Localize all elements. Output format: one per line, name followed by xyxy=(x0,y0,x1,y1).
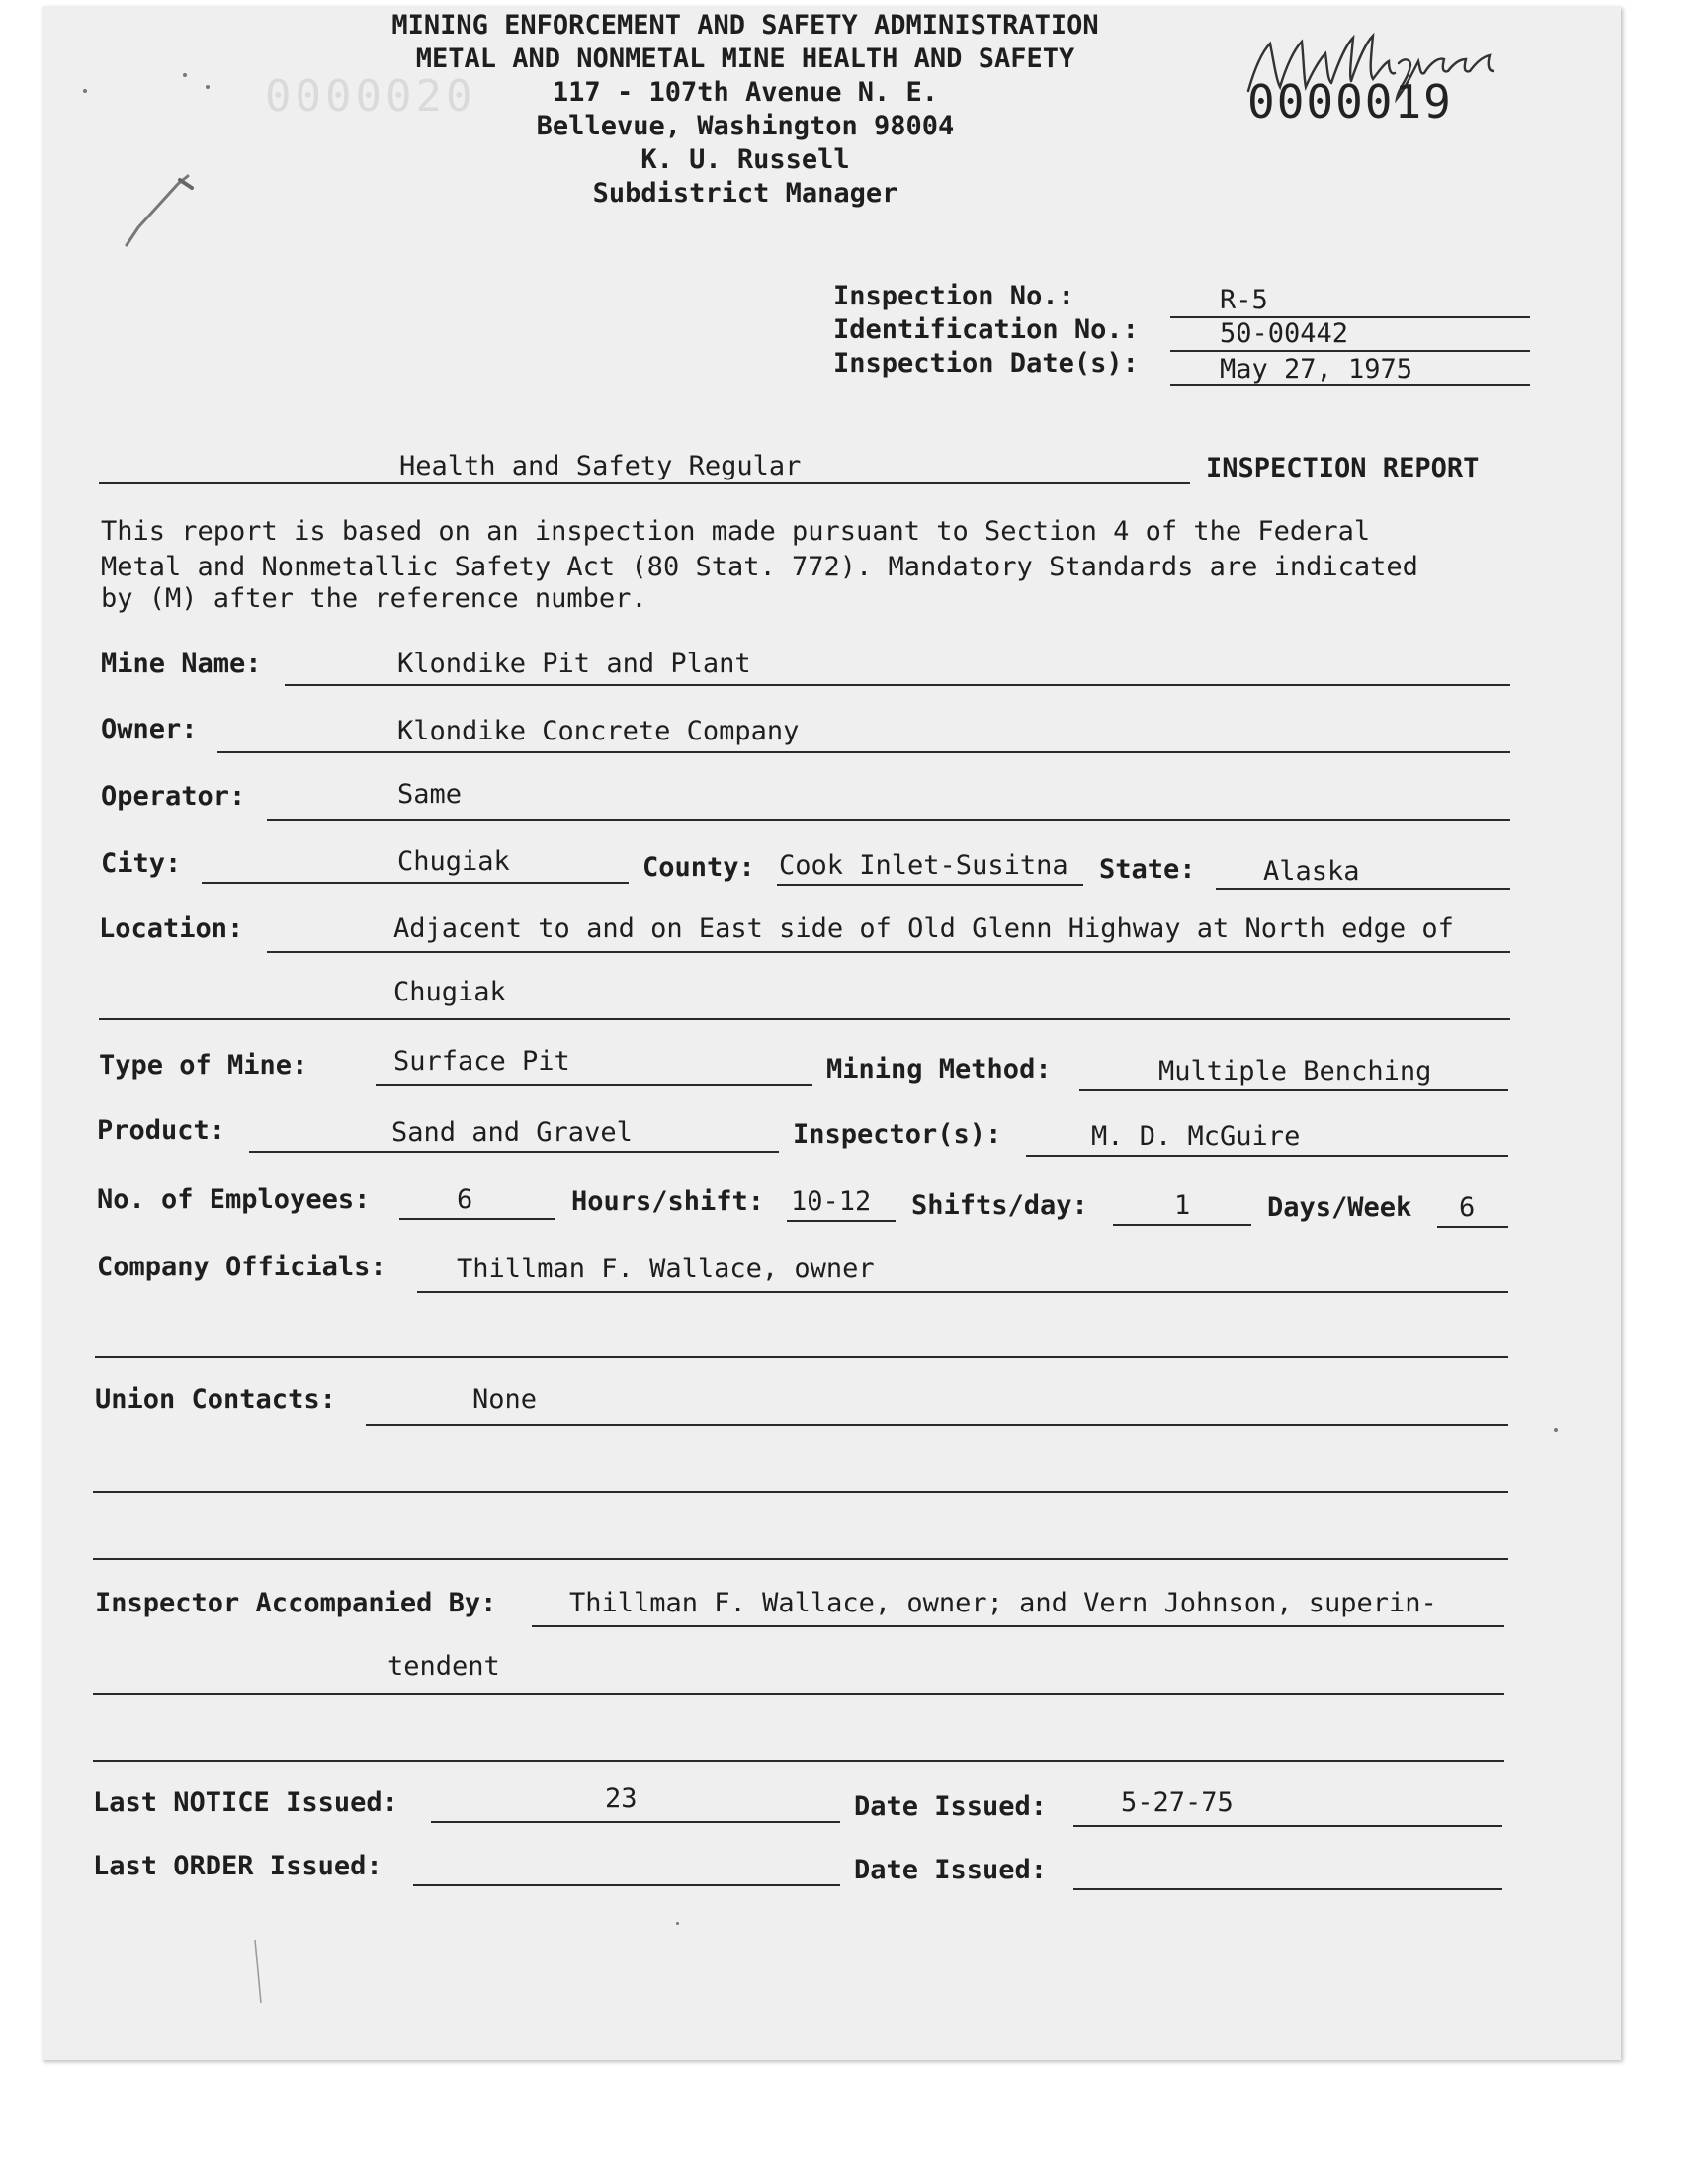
intro-line-3: by (M) after the reference number. xyxy=(101,583,647,614)
ghost-page-number: 0000020 xyxy=(265,71,476,122)
employees-label: No. of Employees: xyxy=(97,1184,371,1215)
header-manager-name: K. U. Russell xyxy=(640,144,850,175)
report-title: INSPECTION REPORT xyxy=(1206,453,1480,483)
inspectors-line xyxy=(1026,1155,1508,1157)
accompanied-by-value-line-1: Thillman F. Wallace, owner; and Vern Johnson, superin- xyxy=(569,1588,1437,1618)
identification-no-label: Identification No.: xyxy=(833,314,1139,345)
header-agency: MINING ENFORCEMENT AND SAFETY ADMINISTRATION xyxy=(391,10,1099,41)
union-contacts-line-1 xyxy=(366,1424,1508,1426)
owner-line xyxy=(217,751,1510,753)
inspection-no-label: Inspection No.: xyxy=(833,281,1074,311)
inspection-dates-line xyxy=(1170,384,1530,386)
intro-line-2: Metal and Nonmetallic Safety Act (80 Stat. 772). Mandatory Standards are indicated xyxy=(101,552,1418,582)
order-date-label: Date Issued: xyxy=(854,1855,1048,1885)
last-notice-line xyxy=(431,1821,840,1823)
header-city: Bellevue, Washington 98004 xyxy=(536,111,955,141)
operator-label: Operator: xyxy=(101,781,246,812)
inspection-no-value: R-5 xyxy=(1220,285,1268,315)
mine-name-label: Mine Name: xyxy=(101,649,262,679)
scan-speck xyxy=(1554,1428,1558,1432)
notice-date-line xyxy=(1073,1825,1502,1827)
accompanied-by-line-3 xyxy=(93,1760,1504,1762)
county-line xyxy=(777,884,1083,886)
union-contacts-value: None xyxy=(472,1384,538,1415)
company-officials-value: Thillman F. Wallace, owner xyxy=(457,1254,875,1284)
last-order-label: Last ORDER Issued: xyxy=(93,1851,383,1881)
days-week-label: Days/Week xyxy=(1267,1192,1412,1223)
accompanied-by-line-1 xyxy=(532,1625,1504,1627)
order-date-line xyxy=(1073,1888,1502,1890)
accompanied-by-value-line-2: tendent xyxy=(387,1651,500,1682)
union-contacts-line-2 xyxy=(93,1491,1508,1493)
accompanied-by-line-2 xyxy=(93,1693,1504,1695)
days-week-line xyxy=(1437,1226,1508,1228)
inspectors-value: M. D. McGuire xyxy=(1091,1121,1301,1152)
notice-date-label: Date Issued: xyxy=(854,1791,1048,1822)
last-notice-label: Last NOTICE Issued: xyxy=(93,1787,398,1818)
scan-hairline xyxy=(253,1938,265,2007)
county-value: Cook Inlet-Susitna xyxy=(779,850,1068,881)
last-notice-value: 23 xyxy=(605,1784,638,1814)
location-value-line-2: Chugiak xyxy=(393,977,506,1007)
company-officials-line-1 xyxy=(417,1291,1508,1293)
inspection-dates-value: May 27, 1975 xyxy=(1220,354,1413,385)
state-value: Alaska xyxy=(1263,856,1360,887)
state-label: State: xyxy=(1099,854,1196,885)
days-week-value: 6 xyxy=(1459,1192,1476,1223)
product-line xyxy=(249,1151,779,1153)
owner-value: Klondike Concrete Company xyxy=(397,716,800,746)
mining-method-label: Mining Method: xyxy=(826,1054,1052,1085)
notice-date-value: 5-27-75 xyxy=(1121,1787,1234,1818)
type-of-mine-line xyxy=(376,1084,812,1086)
hours-shift-line xyxy=(787,1220,896,1222)
header-division: METAL AND NONMETAL MINE HEALTH AND SAFETY xyxy=(415,44,1075,74)
hours-shift-label: Hours/shift: xyxy=(571,1186,765,1217)
company-officials-label: Company Officials: xyxy=(97,1252,386,1282)
location-line-1 xyxy=(267,951,1510,953)
employees-value: 6 xyxy=(457,1184,473,1215)
shifts-day-label: Shifts/day: xyxy=(911,1190,1088,1221)
identification-no-value: 50-00442 xyxy=(1220,318,1349,349)
mining-method-value: Multiple Benching xyxy=(1158,1056,1432,1087)
city-line xyxy=(202,882,629,884)
identification-no-line xyxy=(1170,350,1530,352)
intro-line-1: This report is based on an inspection made pursuant to Section 4 of the Federal xyxy=(101,516,1371,547)
mining-method-line xyxy=(1079,1089,1508,1091)
mine-name-line xyxy=(285,684,1510,686)
union-contacts-line-3 xyxy=(93,1558,1508,1560)
scan-speck xyxy=(676,1922,679,1925)
city-label: City: xyxy=(101,848,182,879)
report-type-line xyxy=(99,482,1190,484)
last-order-line xyxy=(413,1884,840,1886)
shifts-day-line xyxy=(1113,1224,1251,1226)
header-street: 117 - 107th Avenue N. E. xyxy=(552,77,939,108)
operator-line xyxy=(267,819,1510,821)
union-contacts-label: Union Contacts: xyxy=(95,1384,336,1415)
state-line xyxy=(1216,888,1510,890)
operator-value: Same xyxy=(397,779,463,810)
location-value-line-1: Adjacent to and on East side of Old Glenn Highway at North edge of xyxy=(393,914,1454,944)
report-type: Health and Safety Regular xyxy=(399,451,802,481)
document-page xyxy=(42,6,1621,2060)
location-line-2 xyxy=(99,1018,1510,1020)
employees-line xyxy=(399,1218,555,1220)
accompanied-by-label: Inspector Accompanied By: xyxy=(95,1588,497,1618)
page-number-stamp: 0000019 xyxy=(1247,75,1453,129)
type-of-mine-label: Type of Mine: xyxy=(99,1050,308,1081)
product-label: Product: xyxy=(97,1115,226,1146)
city-value: Chugiak xyxy=(397,846,510,877)
owner-label: Owner: xyxy=(101,714,198,744)
type-of-mine-value: Surface Pit xyxy=(393,1046,570,1077)
mine-name-value: Klondike Pit and Plant xyxy=(397,649,751,679)
header-manager-title: Subdistrict Manager xyxy=(592,178,898,209)
inspection-dates-label: Inspection Date(s): xyxy=(833,348,1139,379)
product-value: Sand and Gravel xyxy=(391,1117,633,1148)
hours-shift-value: 10-12 xyxy=(791,1186,872,1217)
county-label: County: xyxy=(642,852,755,883)
inspectors-label: Inspector(s): xyxy=(793,1119,1002,1150)
location-label: Location: xyxy=(99,914,244,944)
company-officials-line-2 xyxy=(95,1356,1508,1358)
shifts-day-value: 1 xyxy=(1174,1190,1191,1221)
